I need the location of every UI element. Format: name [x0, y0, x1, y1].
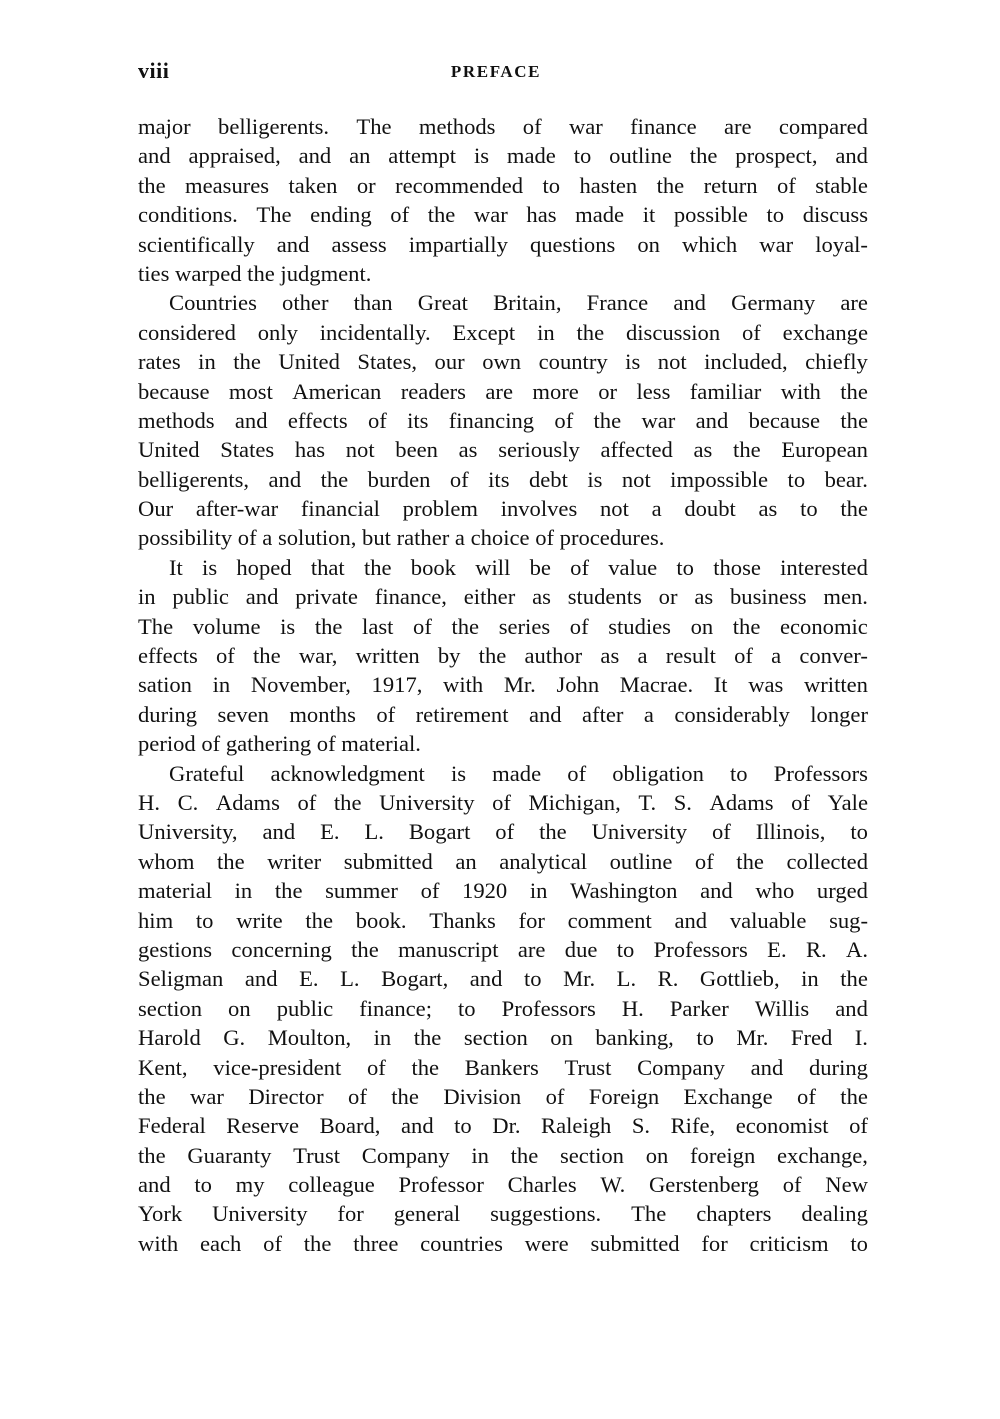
text-line: the measures taken or recommended to hasten the return of stable — [138, 172, 868, 198]
text-line: the Guaranty Trust Company in the section on foreign exchange, — [138, 1142, 868, 1168]
text-line: scientifically and assess impartially questions on which war loyal- — [138, 231, 868, 257]
text-line: Harold G. Moulton, in the section on banking, to Mr. Fred I. — [138, 1025, 868, 1051]
text-line: United States has not been as seriously affected as the European — [138, 437, 868, 463]
text-line: the war Director of the Division of Foreign Exchange of the — [138, 1083, 868, 1109]
text-line: It is hoped that the book will be of value to those interested — [169, 554, 868, 580]
text-line: effects of the war, written by the author as a result of a conver- — [138, 643, 868, 669]
text-line: rates in the United States, our own country is not included, chiefly — [138, 349, 868, 375]
text-line: whom the writer submitted an analytical outline of the collected — [138, 848, 868, 874]
text-line: conditions. The ending of the war has made it possible to discuss — [138, 202, 868, 228]
page-folio: viii — [138, 58, 170, 83]
text-line: with each of the three countries were submitted for criticism to — [138, 1230, 868, 1256]
running-head-title: PREFACE — [450, 62, 542, 81]
text-line: Kent, vice-president of the Bankers Trust Company and during — [138, 1054, 868, 1080]
text-line: sation in November, 1917, with Mr. John Macrae. It was written — [138, 672, 868, 698]
text-line: section on public finance; to Professors H. Parker Willis and — [138, 995, 868, 1021]
text-line: Countries other than Great Britain, France and Germany are — [169, 290, 868, 316]
body-text-block — [138, 112, 868, 1258]
text-line: because most American readers are more or less familiar with the — [138, 378, 868, 404]
paragraph — [138, 553, 868, 759]
text-line: and to my colleague Professor Charles W. Gerstenberg of New — [138, 1172, 868, 1198]
text-line: Our after-war financial problem involves not a doubt as to the — [138, 496, 868, 522]
text-line: gestions concerning the manuscript are due to Professors E. R. A. — [138, 936, 868, 962]
running-head — [138, 58, 866, 84]
text-line: him to write the book. Thanks for comment and valuable sug- — [138, 907, 868, 933]
text-line: ties warped the judgment. — [138, 260, 372, 286]
text-line: in public and private finance, either as students or as business men. — [138, 584, 868, 610]
text-line: major belligerents. The methods of war finance are compared — [138, 114, 868, 139]
paragraph — [138, 759, 868, 1259]
paragraph — [138, 112, 868, 288]
text-line: and appraised, and an attempt is made to outline the prospect, and — [138, 143, 868, 169]
text-line: Federal Reserve Board, and to Dr. Raleigh S. Rife, economist of — [138, 1113, 868, 1139]
text-line: period of gathering of material. — [138, 731, 421, 757]
text-line: University, and E. L. Bogart of the University of Illinois, to — [138, 819, 868, 845]
text-line: Grateful acknowledgment is made of obligation to Professors — [169, 760, 868, 786]
text-line: York University for general suggestions. The chapters dealing — [138, 1201, 868, 1227]
text-line: during seven months of retirement and after a considerably longer — [138, 701, 868, 727]
text-line: The volume is the last of the series of studies on the economic — [138, 613, 868, 639]
text-line: methods and effects of its financing of the war and because the — [138, 407, 868, 433]
text-line: belligerents, and the burden of its debt is not impossible to bear. — [138, 466, 868, 492]
paragraph — [138, 288, 868, 553]
text-line: H. C. Adams of the University of Michigan, T. S. Adams of Yale — [138, 789, 868, 815]
text-line: Seligman and E. L. Bogart, and to Mr. L. R. Gottlieb, in the — [138, 966, 868, 992]
text-line: material in the summer of 1920 in Washington and who urged — [138, 878, 868, 904]
text-line: possibility of a solution, but rather a choice of procedures. — [138, 525, 665, 551]
text-line: considered only incidentally. Except in the discussion of exchange — [138, 319, 868, 345]
